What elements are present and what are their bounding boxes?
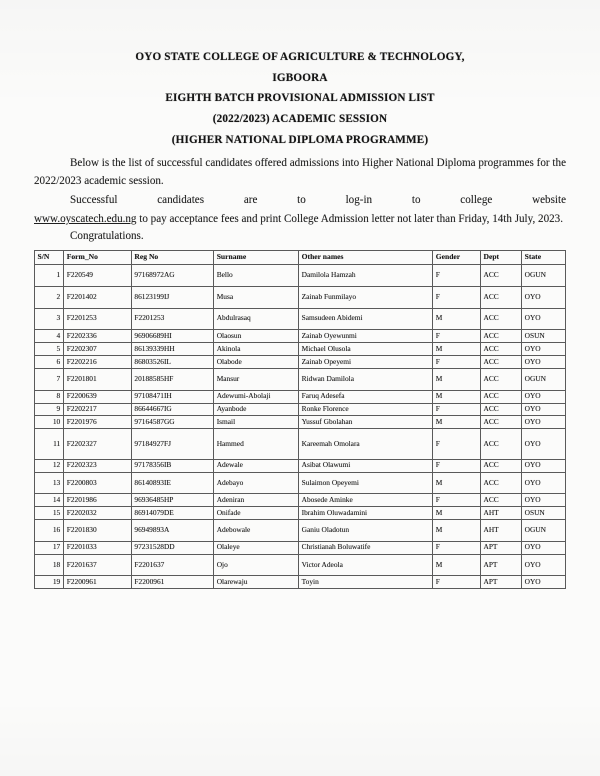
cell-state: OYO <box>522 576 566 589</box>
cell-form-no: F2202327 <box>64 429 132 459</box>
cell-form-no: F2201637 <box>64 554 132 576</box>
cell-sn: 15 <box>35 507 64 520</box>
cell-gender: F <box>433 286 481 308</box>
cell-reg-no: 86139339HH <box>131 343 213 356</box>
instructions-suffix-text: to pay acceptance fees and print College Admission letter not later than Friday, 14th July, 2023. <box>139 212 563 225</box>
heading-line-list-title: EIGHTH BATCH PROVISIONAL ADMISSION LIST <box>165 92 435 105</box>
cell-reg-no: F2201637 <box>131 554 213 576</box>
column-header-sn: S/N <box>35 250 64 264</box>
cell-surname: Onifade <box>214 507 299 520</box>
cell-sn: 12 <box>35 459 64 472</box>
cell-form-no: F2201253 <box>64 308 132 330</box>
cell-other-names: Sulaimon Opeyemi <box>299 472 433 494</box>
cell-sn: 2 <box>35 286 64 308</box>
cell-gender: F <box>433 356 481 369</box>
cell-sn: 11 <box>35 429 64 459</box>
cell-surname: Ayanbode <box>214 403 299 416</box>
cell-surname: Adebayo <box>214 472 299 494</box>
cell-reg-no: 97184927FJ <box>131 429 213 459</box>
table-row <box>35 429 566 459</box>
cell-other-names: Asibat Olawumi <box>299 459 433 472</box>
cell-gender: M <box>433 472 481 494</box>
congratulations-label: Congratulations. <box>70 229 144 242</box>
cell-dept: AHT <box>480 507 521 520</box>
cell-state: OYO <box>522 472 566 494</box>
cell-sn: 3 <box>35 308 64 330</box>
cell-reg-no: F2201253 <box>131 308 213 330</box>
cell-dept: ACC <box>480 403 521 416</box>
table-row <box>35 520 566 542</box>
cell-other-names: Zainab Funmilayo <box>299 286 433 308</box>
cell-state: OYO <box>522 429 566 459</box>
cell-other-names: Kareemah Omolara <box>299 429 433 459</box>
column-header-form-no: Form_No <box>64 250 132 264</box>
cell-state: OYO <box>522 390 566 403</box>
cell-sn: 10 <box>35 416 64 429</box>
cell-other-names: Victor Adeola <box>299 554 433 576</box>
cell-other-names: Zainab Opeyemi <box>299 356 433 369</box>
cell-state: OYO <box>522 286 566 308</box>
cell-sn: 16 <box>35 520 64 542</box>
cell-form-no: F2202307 <box>64 343 132 356</box>
cell-form-no: F220549 <box>64 265 132 287</box>
column-header-dept: Dept <box>480 250 521 264</box>
table-row <box>35 330 566 343</box>
cell-surname: Olaleye <box>214 541 299 554</box>
cell-reg-no: 20188585HF <box>131 368 213 390</box>
cell-surname: Ojo <box>214 554 299 576</box>
table-header <box>35 250 566 264</box>
cell-gender: M <box>433 343 481 356</box>
cell-other-names: Michael Olusola <box>299 343 433 356</box>
cell-sn: 9 <box>35 403 64 416</box>
cell-reg-no: 97164587GG <box>131 416 213 429</box>
cell-sn: 18 <box>35 554 64 576</box>
cell-surname: Adebowale <box>214 520 299 542</box>
table-row <box>35 472 566 494</box>
heading-line-institution: OYO STATE COLLEGE OF AGRICULTURE & TECHNOLOGY, <box>135 51 465 63</box>
cell-reg-no: 96906689HI <box>131 330 213 343</box>
cell-dept: ACC <box>480 356 521 369</box>
heading-line-campus: IGBOORA <box>272 71 328 84</box>
intro-paragraph-text: Below is the list of successful candidates offered admissions into Higher National Diploma programmes for the 2022/2023 academic session. <box>34 157 566 187</box>
cell-surname: Adeniran <box>214 494 299 507</box>
cell-state: OYO <box>522 554 566 576</box>
cell-reg-no: 86803526IL <box>131 356 213 369</box>
instructions-paragraph-line2 <box>34 211 566 229</box>
cell-reg-no: 86644667IG <box>131 403 213 416</box>
college-website-link[interactable]: www.oyscatech.edu.ng <box>34 212 137 225</box>
cell-form-no: F2202217 <box>64 403 132 416</box>
table-row <box>35 286 566 308</box>
cell-state: OYO <box>522 343 566 356</box>
cell-sn: 8 <box>35 390 64 403</box>
cell-surname: Adewumi-Abolaji <box>214 390 299 403</box>
cell-gender: M <box>433 390 481 403</box>
table-row <box>35 554 566 576</box>
cell-sn: 4 <box>35 330 64 343</box>
cell-state: OYO <box>522 494 566 507</box>
cell-form-no: F2201801 <box>64 368 132 390</box>
instructions-paragraph-line1 <box>34 192 566 210</box>
cell-gender: F <box>433 459 481 472</box>
cell-gender: F <box>433 429 481 459</box>
cell-surname: Abdulrasaq <box>214 308 299 330</box>
table-row <box>35 308 566 330</box>
cell-other-names: Ibrahim Oluwadamini <box>299 507 433 520</box>
cell-dept: AHT <box>480 520 521 542</box>
cell-gender: M <box>433 308 481 330</box>
cell-gender: F <box>433 576 481 589</box>
cell-sn: 6 <box>35 356 64 369</box>
cell-reg-no: F2200961 <box>131 576 213 589</box>
table-row <box>35 403 566 416</box>
cell-form-no: F2202336 <box>64 330 132 343</box>
intro-paragraph <box>34 155 566 191</box>
cell-sn: 1 <box>35 265 64 287</box>
table-row <box>35 541 566 554</box>
cell-reg-no: 86140893IE <box>131 472 213 494</box>
cell-gender: F <box>433 541 481 554</box>
cell-gender: F <box>433 330 481 343</box>
table-row <box>35 576 566 589</box>
cell-form-no: F2201830 <box>64 520 132 542</box>
cell-dept: ACC <box>480 416 521 429</box>
cell-form-no: F2202323 <box>64 459 132 472</box>
cell-dept: ACC <box>480 494 521 507</box>
cell-dept: ACC <box>480 265 521 287</box>
cell-dept: APT <box>480 576 521 589</box>
table-row <box>35 356 566 369</box>
cell-surname: Olabode <box>214 356 299 369</box>
cell-sn: 19 <box>35 576 64 589</box>
cell-gender: M <box>433 520 481 542</box>
instructions-prefix-text: Successful candidates are to log-in to college website <box>70 193 566 206</box>
table-row <box>35 368 566 390</box>
cell-other-names: Toyin <box>299 576 433 589</box>
document-body <box>34 52 566 589</box>
cell-sn: 13 <box>35 472 64 494</box>
cell-dept: ACC <box>480 429 521 459</box>
cell-state: OSUN <box>522 507 566 520</box>
cell-state: OYO <box>522 459 566 472</box>
cell-state: OGUN <box>522 265 566 287</box>
cell-surname: Olaosun <box>214 330 299 343</box>
cell-form-no: F2201402 <box>64 286 132 308</box>
cell-reg-no: 96936485HP <box>131 494 213 507</box>
cell-state: OGUN <box>522 520 566 542</box>
cell-surname: Ismail <box>214 416 299 429</box>
cell-form-no: F2201976 <box>64 416 132 429</box>
cell-other-names: Faruq Adesefa <box>299 390 433 403</box>
admission-list-table <box>34 250 566 589</box>
table-body <box>35 265 566 589</box>
cell-dept: ACC <box>480 343 521 356</box>
cell-form-no: F2200803 <box>64 472 132 494</box>
cell-dept: ACC <box>480 308 521 330</box>
cell-reg-no: 97108471IH <box>131 390 213 403</box>
cell-other-names: Samsudeen Abidemi <box>299 308 433 330</box>
cell-gender: M <box>433 368 481 390</box>
cell-dept: APT <box>480 541 521 554</box>
cell-form-no: F2200961 <box>64 576 132 589</box>
table-row <box>35 494 566 507</box>
heading-line-session: (2022/2023) ACADEMIC SESSION <box>212 113 388 126</box>
table-row <box>35 265 566 287</box>
cell-other-names: Ganiu Oladotun <box>299 520 433 542</box>
cell-gender: M <box>433 416 481 429</box>
cell-state: OYO <box>522 308 566 330</box>
column-header-state: State <box>522 250 566 264</box>
cell-dept: ACC <box>480 330 521 343</box>
cell-surname: Adewale <box>214 459 299 472</box>
table-header-row <box>35 250 566 264</box>
cell-form-no: F2200639 <box>64 390 132 403</box>
cell-form-no: F2201986 <box>64 494 132 507</box>
cell-other-names: Abosede Aminke <box>299 494 433 507</box>
cell-surname: Musa <box>214 286 299 308</box>
cell-dept: ACC <box>480 286 521 308</box>
table-row <box>35 343 566 356</box>
cell-surname: Olarewaju <box>214 576 299 589</box>
cell-gender: F <box>433 403 481 416</box>
cell-reg-no: 97231528DD <box>131 541 213 554</box>
table-row <box>35 416 566 429</box>
cell-dept: ACC <box>480 472 521 494</box>
cell-form-no: F2201033 <box>64 541 132 554</box>
cell-other-names: Yussuf Gbolahan <box>299 416 433 429</box>
document-heading <box>34 52 566 146</box>
cell-gender: F <box>433 265 481 287</box>
cell-other-names: Zainab Oyewunmi <box>299 330 433 343</box>
cell-dept: ACC <box>480 390 521 403</box>
cell-sn: 14 <box>35 494 64 507</box>
cell-dept: ACC <box>480 459 521 472</box>
cell-gender: F <box>433 494 481 507</box>
cell-dept: APT <box>480 554 521 576</box>
cell-state: OYO <box>522 356 566 369</box>
cell-surname: Akinola <box>214 343 299 356</box>
cell-other-names: Ridwan Damilola <box>299 368 433 390</box>
cell-surname: Mansur <box>214 368 299 390</box>
cell-state: OYO <box>522 541 566 554</box>
cell-reg-no: 86123199IJ <box>131 286 213 308</box>
cell-reg-no: 86914079DE <box>131 507 213 520</box>
column-header-gender: Gender <box>433 250 481 264</box>
cell-reg-no: 97178356IB <box>131 459 213 472</box>
cell-reg-no: 97168972AG <box>131 265 213 287</box>
table-row <box>35 507 566 520</box>
cell-sn: 7 <box>35 368 64 390</box>
cell-form-no: F2202032 <box>64 507 132 520</box>
cell-surname: Bello <box>214 265 299 287</box>
cell-state: OGUN <box>522 368 566 390</box>
column-header-reg-no: Reg No <box>131 250 213 264</box>
cell-form-no: F2202216 <box>64 356 132 369</box>
cell-other-names: Christianah Boluwatife <box>299 541 433 554</box>
cell-state: OYO <box>522 416 566 429</box>
cell-sn: 5 <box>35 343 64 356</box>
cell-surname: Hammed <box>214 429 299 459</box>
cell-state: OSUN <box>522 330 566 343</box>
cell-sn: 17 <box>35 541 64 554</box>
cell-state: OYO <box>522 403 566 416</box>
cell-dept: ACC <box>480 368 521 390</box>
cell-other-names: Damilola Hamzah <box>299 265 433 287</box>
column-header-other-names: Other names <box>299 250 433 264</box>
cell-gender: M <box>433 554 481 576</box>
cell-other-names: Ronke Florence <box>299 403 433 416</box>
congratulations-text <box>34 230 566 242</box>
column-header-surname: Surname <box>214 250 299 264</box>
table-row <box>35 390 566 403</box>
table-row <box>35 459 566 472</box>
heading-line-programme: (HIGHER NATIONAL DIPLOMA PROGRAMME) <box>171 133 429 146</box>
cell-reg-no: 96949893A <box>131 520 213 542</box>
cell-gender: M <box>433 507 481 520</box>
